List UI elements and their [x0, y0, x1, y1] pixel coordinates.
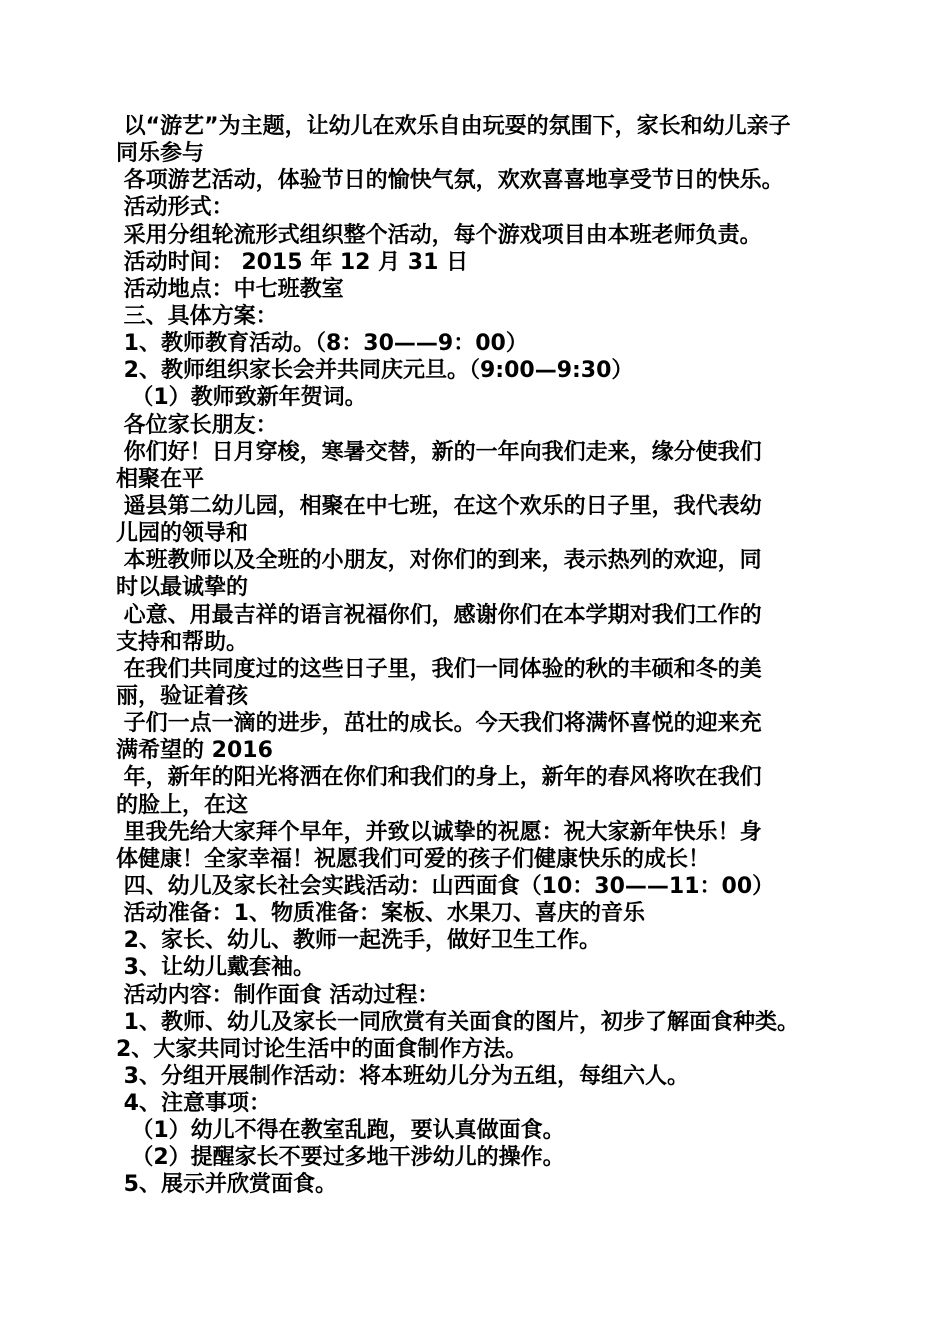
text-line: 活动地点：中七班教室: [116, 276, 344, 302]
text-line: 3、让幼儿戴套袖。: [116, 955, 315, 981]
text-line: 2、家长、幼儿、教师一起洗手，做好卫生工作。: [116, 928, 601, 954]
text-line: 遥县第二幼儿园，相聚在中七班，在这个欢乐的日子里，我代表幼: [116, 493, 762, 519]
text-line: （2）提醒家长不要过多地干涉幼儿的操作。: [116, 1145, 565, 1171]
text-line: 的脸上，在这: [116, 792, 249, 818]
text-line: 本班教师以及全班的小朋友，对你们的到来，表示热列的欢迎，同: [116, 548, 762, 574]
text-line: 2、教师组织家长会并共同庆元旦。（9:00—9:30）: [116, 358, 634, 384]
text-line: 子们一点一滴的进步，茁壮的成长。今天我们将满怀喜悦的迎来充: [116, 711, 762, 737]
text-line: 以“游艺”为主题，让幼儿在欢乐自由玩耍的氛围下，家长和幼儿亲子: [116, 114, 791, 139]
document-body: [116, 113, 844, 1199]
text-line: 体健康！全家幸福！祝愿我们可爱的孩子们健康快乐的成长！: [116, 846, 711, 872]
text-line: 活动内容：制作面食 活动过程：: [116, 982, 440, 1008]
text-line: 各位家长朋友：: [116, 412, 278, 438]
text-line: （1）教师致新年贺词。: [116, 385, 367, 411]
text-line: 里我先给大家拜个早年，并致以诚挚的祝愿：祝大家新年快乐！身: [116, 819, 762, 845]
text-line: 儿园的领导和: [116, 521, 249, 547]
text-line: 你们好！日月穿梭，寒暑交替，新的一年向我们走来，缘分使我们: [116, 439, 762, 465]
text-line: 在我们共同度过的这些日子里，我们一同体验的秋的丰硕和冬的美: [116, 656, 762, 682]
section-heading: 四、幼儿及家长社会实践活动：山西面食（10：30——11：00）: [116, 873, 775, 899]
text-line: 5、展示并欣赏面食。: [116, 1172, 337, 1198]
text-line: 采用分组轮流形式组织整个活动，每个游戏项目由本班老师负责。: [116, 222, 762, 248]
text-line: 同乐参与: [116, 141, 205, 167]
text-line: 年，新年的阳光将洒在你们和我们的身上，新年的春风将吹在我们: [116, 765, 762, 791]
text-line: 相聚在平: [116, 466, 205, 492]
text-line: 1、教师、幼儿及家长一同欣赏有关面食的图片，初步了解面食种类。: [116, 1009, 799, 1035]
text-line: （1）幼儿不得在教室乱跑，要认真做面食。: [116, 1118, 565, 1144]
section-heading: 三、具体方案：: [116, 303, 278, 329]
text-line: 1、教师教育活动。（8：30——9：00）: [116, 331, 528, 357]
text-line: 活动时间： 2015 年 12 月 31 日: [116, 249, 469, 275]
text-line: 支持和帮助。: [116, 629, 249, 655]
text-line: 活动准备：1、物质准备：案板、水果刀、喜庆的音乐: [116, 901, 645, 927]
text-line: 4、注意事项：: [116, 1091, 271, 1117]
text-line: 时以最诚挚的: [116, 575, 249, 601]
text-line: 心意、用最吉祥的语言祝福你们，感谢你们在本学期对我们工作的: [116, 602, 762, 628]
section-heading: 活动形式：: [116, 195, 234, 221]
text-line: 丽，验证着孩: [116, 683, 249, 709]
text-line: 满希望的 2016: [116, 738, 273, 764]
text-line: 2、大家共同讨论生活中的面食制作方法。: [116, 1036, 528, 1062]
text-line: 各项游艺活动，体验节日的愉快气氛，欢欢喜喜地享受节日的快乐。: [116, 168, 784, 194]
text-line: 3、分组开展制作活动：将本班幼儿分为五组，每组六人。: [116, 1063, 689, 1089]
